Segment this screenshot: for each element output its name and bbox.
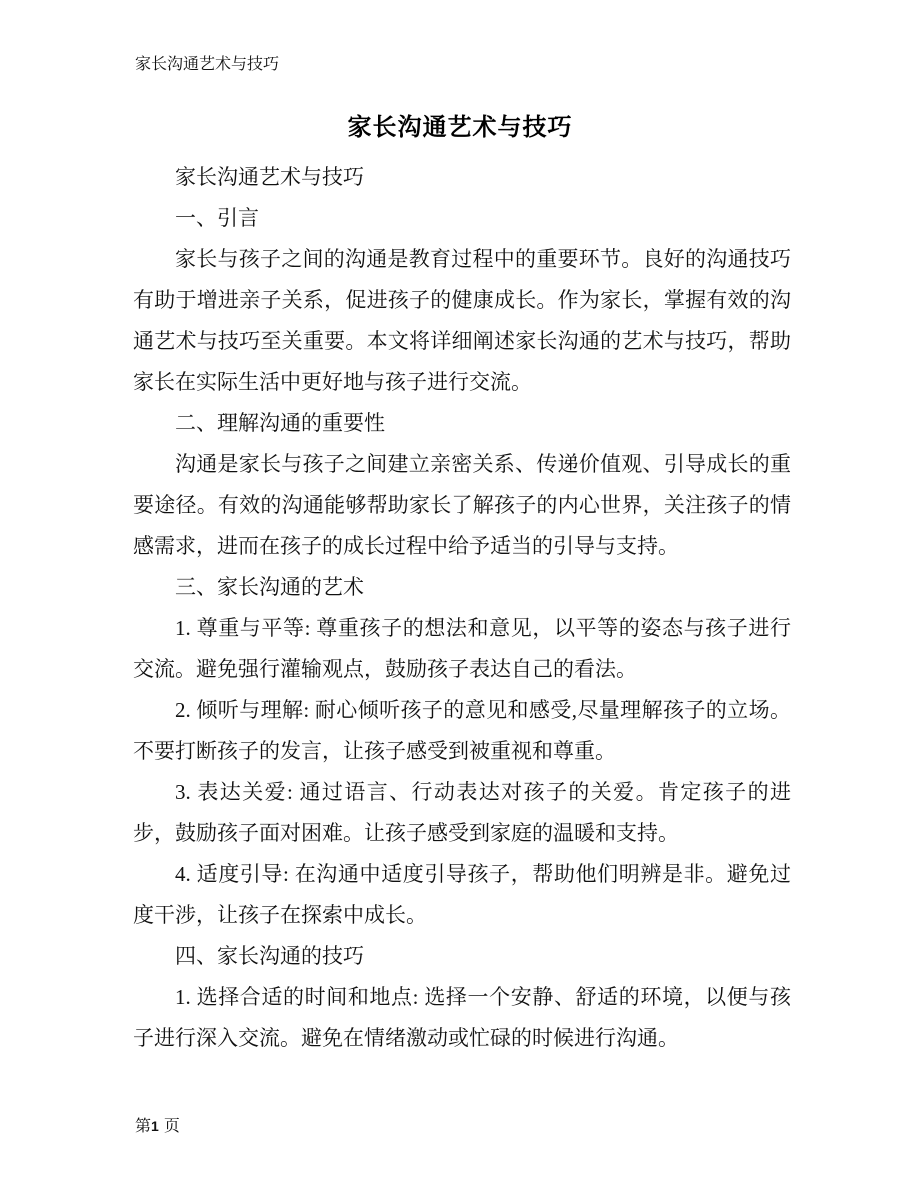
paragraph: 1. 选择合适的时间和地点: 选择一个安静、舒适的环境，以便与孩子进行深入交流。避免在情绪激动或忙碌的时候进行沟通。: [133, 985, 791, 1050]
page-number: 1: [151, 1118, 159, 1134]
document-title: 家长沟通艺术与技巧: [347, 114, 573, 141]
footer-suffix: 页: [163, 1118, 180, 1135]
paragraph: 2. 倾听与理解: 耐心倾听孩子的意见和感受,尽量理解孩子的立场。不要打断孩子的发言，让孩子感受到被重视和尊重。: [133, 698, 791, 763]
footer-prefix: 第: [135, 1118, 152, 1135]
paragraph: 家长与孩子之间的沟通是教育过程中的重要环节。良好的沟通技巧有助于增进亲子关系，促进孩子的健康成长。作为家长，掌握有效的沟通艺术与技巧至关重要。本文将详细阐述家长沟通的艺术与技巧，帮助家长在实际生活中更好地与孩子进行交流。: [133, 247, 791, 394]
page-header-text: 家长沟通艺术与技巧: [135, 56, 280, 73]
paragraph: 沟通是家长与孩子之间建立亲密关系、传递价值观、引导成长的重要途径。有效的沟通能够帮助家长了解孩子的内心世界，关注孩子的情感需求，进而在孩子的成长过程中给予适当的引导与支持。: [133, 452, 791, 558]
paragraph: 3. 表达关爱: 通过语言、行动表达对孩子的关爱。肯定孩子的进步，鼓励孩子面对困难。让孩子感受到家庭的温暖和支持。: [133, 780, 791, 845]
section-heading: 二、理解沟通的重要性: [175, 411, 385, 435]
paragraph: 1. 尊重与平等: 尊重孩子的想法和意见，以平等的姿态与孩子进行交流。避免强行灌输观点，鼓励孩子表达自己的看法。: [133, 616, 791, 681]
section-heading: 四、家长沟通的技巧: [175, 944, 364, 968]
document-body: [133, 157, 791, 1059]
page-footer: [135, 1116, 180, 1137]
section-heading: 三、家长沟通的艺术: [175, 575, 364, 599]
paragraph: 4. 适度引导: 在沟通中适度引导孩子，帮助他们明辨是非。避免过度干涉，让孩子在探索中成长。: [133, 862, 791, 927]
section-heading: 一、引言: [175, 206, 259, 230]
paragraph: 家长沟通艺术与技巧: [175, 165, 364, 189]
